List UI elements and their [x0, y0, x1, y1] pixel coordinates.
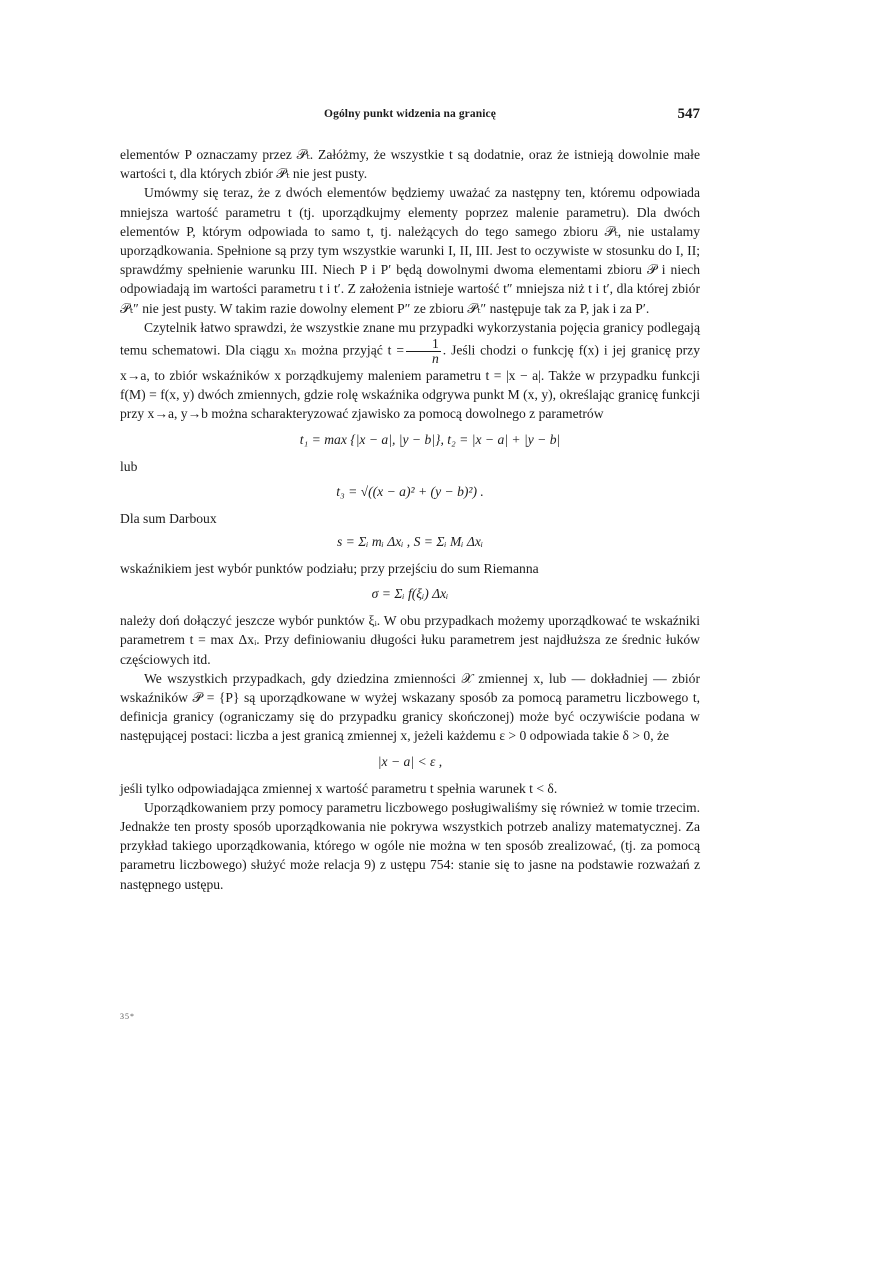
- paragraph-1: elementów P oznaczamy przez 𝒫ₜ. Załóżmy, że wszystkie t są dodatnie, oraz że istnieją dowolnie małe wartości t, dla których zbiór 𝒫ₜ nie jest pusty.: [120, 147, 700, 182]
- page-body: [120, 145, 700, 894]
- paragraph-3-rest: . Jeśli chodzi o funkcję f(x) i jej granicę przy x→a, to zbiór wskaźników x porządkujemy maleniem parametru t = |x − a|. Także w przypadku funkcji f(M) = f(x, y) dwóch zmiennych, gdzie rolę wskaźnika odgrywa punkt M (x, y), określając granicę funkcji przy x→a, y→b można scharakteryzować zjawisko za pomocą dowolnego z parametrów: [120, 342, 700, 422]
- paragraph-4: należy doń dołączyć jeszcze wybór punktów ξᵢ. W obu przypadkach możemy uporządkować te wskaźniki parametrem t = max Δxᵢ. Przy definiowaniu długości łuku parametrem jest najdłuższa ze średnic łuków częściowych itd.: [120, 613, 700, 667]
- signature-mark: 35*: [120, 1012, 135, 1021]
- riemann-line: wskaźnikiem jest wybór punktów podziału; przy przejściu do sum Riemanna: [120, 561, 539, 577]
- paragraph-5: We wszystkich przypadkach, gdy dziedzina zmienności 𝒳 zmiennej x, lub — dokładniej — zbiór wskaźników 𝒫 = {P} są uporządkowane w wyżej wskazany sposób za pomocą parametru liczbowego t, definicja granicy (ograniczamy się do przypadku granicy skończonej) może być oczywiście podana w następującej postaci: liczba a jest granicą zmiennej x, jeżeli każdemu ε > 0 odpowiada takie δ > 0, że: [120, 670, 700, 744]
- paragraph-6: jeśli tylko odpowiadająca zmiennej x wartość parametru t spełnia warunek t < δ.: [120, 780, 558, 796]
- fraction-1-over-n: [406, 337, 441, 366]
- formula-darboux-sums: s = Σᵢ mᵢ Δxᵢ , S = Σᵢ Mᵢ Δxᵢ: [336, 534, 484, 550]
- fraction-denominator: n: [432, 351, 439, 367]
- formula-t3: t₃ = √((x − a)² + (y − b)²) .: [336, 483, 484, 499]
- paragraph-3: [120, 318, 700, 424]
- formula-epsilon: |x − a| < ε ,: [377, 753, 443, 769]
- running-title: Ogólny punkt widzenia na granicę: [324, 108, 496, 120]
- paragraph-7: Uporządkowaniem przy pomocy parametru liczbowego posługiwaliśmy się również w tomie trzecim. Jednakże ten prosty sposób uporządkowania nie pokrywa wszystkich potrzeb analizy matematycznej. Za przykład takiego uporządkowania, którego w ogóle nie można w ten sposób zrealizować, (tj. za pomocą parametru liczbowego) służyć może relacja 9) z ustępu 754: stanie się to jasne na podstawie rozważań z następnego ustępu.: [120, 799, 700, 892]
- lub-label: lub: [120, 458, 138, 474]
- darboux-label: Dla sum Darboux: [120, 510, 217, 526]
- formula-riemann-sum: σ = Σᵢ f(ξᵢ) Δxᵢ: [371, 586, 449, 602]
- paragraph-3-start: Czytelnik łatwo sprawdzi, że wszystkie znane mu przypadki wykorzystania pojęcia granicy podlegają temu schematowi. Dla ciągu xₙ można przyjąć t =: [120, 319, 700, 358]
- fraction-numerator: 1: [406, 337, 441, 352]
- paragraph-2: Umówmy się teraz, że z dwóch elementów będziemy uważać za następny ten, któremu odpowiada mniejsza wartość parametru t (tj. uporządkujmy elementy poprzez malenie parametru). Dla dwóch elementów P, którym odpowiada to samo t, tj. należących do tego samego zbioru 𝒫ₜ, nie ustalamy uporządkowania. Spełnione są przy tym wszystkie warunki I, II, III. Jest to oczywiste w stosunku do I, II; sprawdźmy spełnienie warunku III. Niech P i P′ będą dowolnymi dwoma elementami zbioru 𝒫 i niech odpowiadają im wartości parametru t i t′. Z założenia istnieje wartość t″ mniejsza niż t i t′, dla której zbiór 𝒫ₜ″ nie jest pusty. W takim razie dowolny element P″ ze zbioru 𝒫ₜ″ następuje tak za P, jak i za P′.: [120, 185, 700, 316]
- page-number: 547: [677, 106, 700, 122]
- formula-t1-t2: t₁ = max {|x − a|, |y − b|}, t₂ = |x − a| + |y − b|: [299, 431, 561, 447]
- page-header: [120, 108, 700, 128]
